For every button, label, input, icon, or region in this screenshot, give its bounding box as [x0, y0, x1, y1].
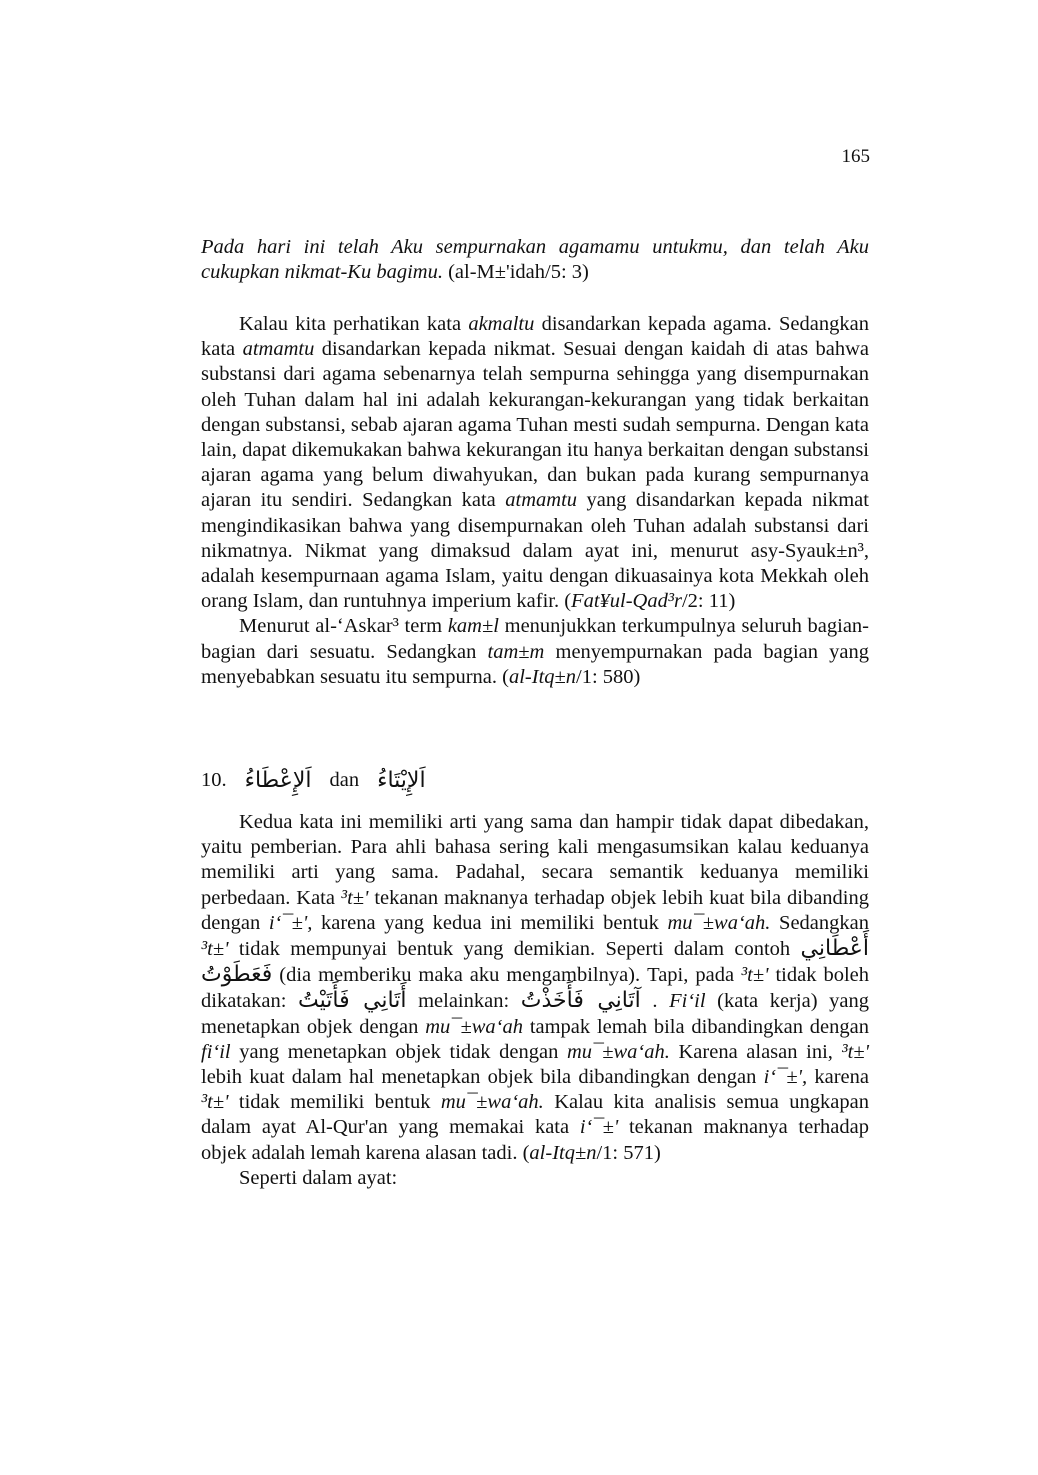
text-run: Karena alasan ini, — [669, 1040, 842, 1063]
text-run: Kalau kita perhatikan kata — [239, 313, 469, 335]
quote-text: Pada hari ini telah Aku sempurnakan agamamu untukmu, dan telah Aku cukupkan nikmat-Ku bagimu. — [201, 236, 869, 284]
term: akmaltu — [468, 313, 535, 335]
arabic-term-itha: اَلإِعْطَاءُ — [244, 768, 312, 793]
text-run: /1: 571) — [596, 1141, 661, 1164]
text-run: lebih kuat dalam hal menetapkan objek bila dibandingkan dengan — [201, 1066, 764, 1089]
text-run: tidak mempunyai bentuk yang demikian. Seperti dalam contoh — [228, 938, 801, 961]
term: ³t±' — [201, 1091, 229, 1114]
text-run: tekanan maknanya terhadap objek adalah lemah karena alasan tadi. ( — [201, 1116, 869, 1164]
body-column-1 — [201, 312, 869, 690]
term: ³t±' — [841, 1040, 869, 1063]
arabic-term-ita: اَلإِيْتَاءُ — [377, 768, 426, 793]
term: mu¯±wa‘ah. — [667, 911, 771, 934]
text-run: yang menetapkan objek tidak dengan — [230, 1040, 567, 1063]
arabic-example: أَعْطَانِي فَعَطَوْتُ — [201, 936, 869, 988]
section-conjunction: dan — [329, 769, 360, 791]
text-run: tidak boleh dikatakan: — [201, 964, 869, 1013]
term: atmamtu — [242, 338, 315, 361]
text-run: . — [640, 990, 670, 1013]
term: atmamtu — [505, 489, 578, 512]
paragraph-1 — [201, 312, 869, 614]
text-run: karena yang kedua ini memiliki bentuk — [312, 911, 668, 934]
text-run: melainkan: — [406, 990, 521, 1013]
text-run: menyempurnakan pada bagian yang menyebabkan sesuatu itu sempurna. ( — [201, 640, 869, 688]
term: i‘¯±', — [268, 911, 313, 934]
text-run: (dia memberiku maka aku mengambilnya). Tapi, pada — [272, 964, 742, 987]
text-run: tidak memiliki bentuk — [228, 1091, 441, 1114]
text-run: Menurut al-‘Askar³ term — [239, 615, 448, 638]
text-run: Kalau kita analisis semua ungkapan dalam ayat Al-Qur'an yang memakai kata — [201, 1091, 869, 1139]
text-run: karena — [807, 1066, 869, 1089]
paragraph-3 — [201, 810, 869, 1166]
arabic-example: أَتَانِي فَأَتَيْتُ — [298, 988, 407, 1014]
section-heading — [201, 768, 426, 793]
text-run: Kedua kata ini memiliki arti yang sama dan hampir tidak dapat dibedakan, yaitu pemberian. Para ahli bahasa sering kali mengasumsikan kalau keduanya memiliki arti yang sama. Padahal, secara semantik keduanya memiliki perbedaan. Kata — [201, 811, 869, 909]
text-run: tampak lemah bila dibandingkan dengan — [523, 1015, 869, 1038]
term: fi‘il — [201, 1040, 231, 1063]
paragraph-2 — [201, 614, 869, 690]
text-run: tekanan maknanya terhadap objek lebih kuat bila dibanding dengan — [201, 886, 869, 934]
paragraph-4: Seperti dalam ayat: — [239, 1166, 398, 1189]
term: i‘¯±', — [763, 1066, 808, 1089]
term: mu¯±wa‘ah — [425, 1015, 524, 1038]
term: mu¯±wa‘ah. — [440, 1091, 544, 1114]
section-number: 10. — [201, 769, 227, 791]
text-run: menunjukkan terkumpulnya seluruh bagian-bagian dari sesuatu. Sedangkan — [201, 615, 870, 663]
term: ³t±' — [201, 938, 229, 961]
body-column-2 — [201, 810, 869, 1191]
text-run: /1: 580) — [576, 665, 641, 688]
term: ³t±' — [340, 886, 369, 909]
book-title: al-Itq±n — [508, 665, 577, 688]
quote-reference: (al-M±'idah/5: 3) — [448, 261, 589, 284]
term: mu¯±wa‘ah. — [566, 1040, 670, 1063]
quote-paragraph — [201, 235, 869, 285]
page-number: 165 — [841, 146, 870, 167]
quote-block — [201, 235, 869, 285]
term: i‘¯±' — [579, 1116, 619, 1139]
text-run: disandarkan kepada nikmat. Sesuai dengan kaidah di atas bahwa substansi dari agama sebenarnya telah sempurna sehingga yang disempurnakan oleh Tuhan dalam hal ini adalah kekurangan-kekurangan yang tidak berkaitan dengan substansi, sebab ajaran agama Tuhan mesti sudah sempurna. Dengan kata lain, dapat dikemukakan bahwa kekurangan itu hanya berkaitan dengan substansi ajaran agama yang belum diwahyukan, dan bukan pada kurang sempurnanya ajaran itu sendiri. Sedangkan kata — [201, 338, 869, 512]
text-run: /2: 11) — [681, 590, 736, 613]
text-run: yang disandarkan kepada nikmat mengindikasikan bahwa yang disempurnakan oleh Tuhan adalah substansi dari nikmatnya. Nikmat yang dimaksud dalam ayat ini, menurut asy-Syauk±n³, adalah kesempurnaan agama Islam, yaitu dengan dikuasainya kota Mekkah oleh orang Islam, dan runtuhnya imperium kafir. ( — [201, 489, 869, 613]
term: kam±l — [447, 615, 499, 638]
text-run: (kata kerja) yang menetapkan objek dengan — [201, 990, 869, 1038]
term: Fi‘il — [669, 990, 706, 1013]
term: ³t±' — [741, 964, 769, 987]
text-run: disandarkan kepada agama. Sedangkan kata — [201, 313, 869, 361]
book-title: al-Itq±n — [529, 1141, 597, 1164]
arabic-example: آتَانِي فَأَخَذْتُ — [520, 988, 641, 1014]
term: tam±m — [487, 640, 545, 663]
book-title: Fat¥ul-Qad³r — [571, 590, 682, 613]
text-run: Sedangkan — [770, 911, 869, 934]
